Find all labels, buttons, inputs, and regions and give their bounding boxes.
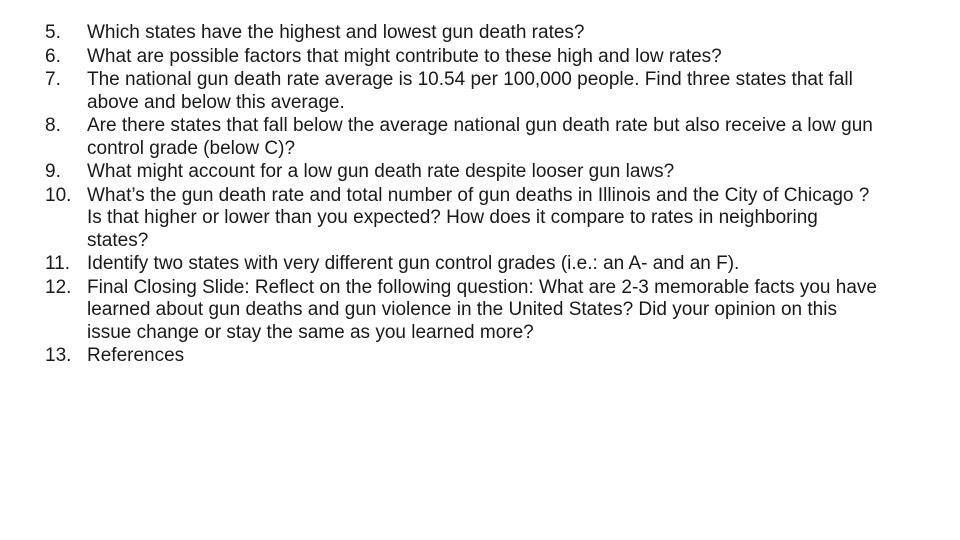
question-list [45, 22, 925, 369]
list-item [45, 345, 925, 368]
item-text: Identify two states with very different gun control grades (i.e.: an A- and an F). [87, 253, 740, 274]
list-item [45, 69, 925, 114]
list-item [45, 277, 925, 345]
list-item [45, 185, 925, 253]
item-number: 9. [45, 161, 61, 182]
list-item [45, 46, 925, 69]
item-text: References [87, 345, 185, 366]
item-text: Which states have the highest and lowest gun death rates? [87, 22, 585, 43]
item-number: 5. [45, 22, 61, 43]
item-number: 11. [45, 253, 71, 274]
list-item [45, 253, 925, 276]
list-item [45, 161, 925, 184]
item-text: The national gun death rate average is 10.54 per 100,000 people. Find three states that fall above and below this average. [87, 69, 853, 113]
item-text: Final Closing Slide: Reflect on the following question: What are 2-3 memorable facts you have learned about gun deaths and gun violence in the United States? Did your opinion on this issue change or stay the same as you learned more? [87, 276, 877, 343]
item-number: 8. [45, 115, 61, 136]
list-item [45, 22, 925, 45]
item-text: What might account for a low gun death rate despite looser gun laws? [87, 161, 675, 182]
item-number: 12. [45, 276, 72, 298]
item-text: What are possible factors that might contribute to these high and low rates? [87, 45, 722, 67]
item-number: 10. [45, 184, 72, 206]
item-number: 13. [45, 345, 72, 366]
item-text: What’s the gun death rate and total number of gun deaths in Illinois and the City of Chicago ? Is that higher or lower than you expected? How does it compare to rates in neighboring states? [87, 184, 870, 251]
item-number: 6. [45, 45, 61, 67]
list-item [45, 115, 925, 160]
item-number: 7. [45, 69, 61, 90]
item-text: Are there states that fall below the average national gun death rate but also receive a low gun control grade (below C)? [87, 115, 873, 159]
